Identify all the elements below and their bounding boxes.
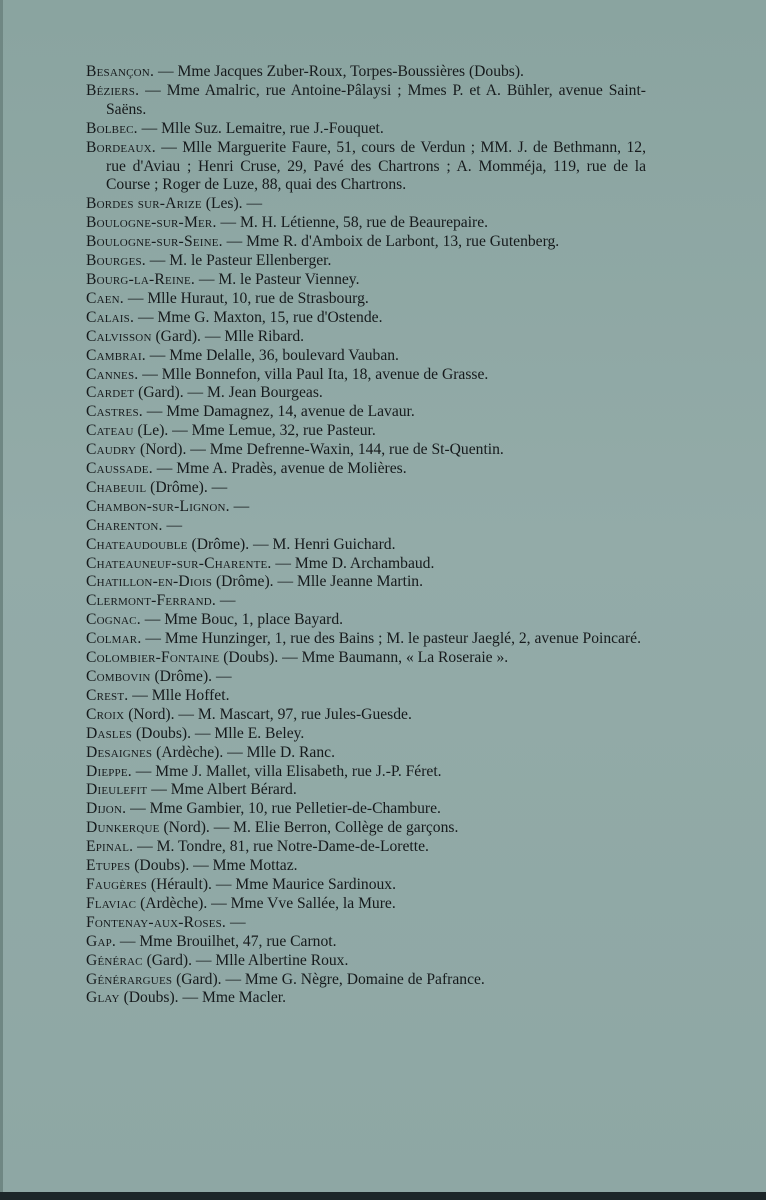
directory-entry [86, 819, 646, 838]
entry-text: (Ardèche). — Mlle D. Ranc. [152, 743, 335, 761]
directory-entry [86, 233, 646, 252]
entry-place: Cambrai. [86, 346, 146, 364]
directory-entry [86, 952, 646, 971]
entry-text: (Nord). — M. Mascart, 97, rue Jules-Guesde. [124, 705, 412, 723]
directory-entry [86, 120, 646, 139]
entry-place: Desaignes [86, 743, 153, 761]
directory-entry [86, 328, 646, 347]
entry-place: Fontenay-aux-Roses. [86, 913, 227, 931]
entry-place: Chateauneuf-sur-Charente. [86, 554, 272, 572]
directory-entry [86, 214, 646, 233]
entry-place: Etupes [86, 857, 131, 875]
entry-text: (Doubs). — Mme Baumann, « La Roseraie ». [219, 649, 509, 667]
entry-text: — Mlle Suz. Lemaitre, rue J.-Fouquet. [137, 119, 384, 137]
entry-place: Flaviac [86, 894, 137, 912]
entry-text: (Drôme). — Mlle Jeanne Martin. [212, 573, 423, 591]
directory-entry [86, 592, 646, 611]
entry-text: (Gard). — M. Jean Bourgeas. [134, 384, 323, 402]
entry-text: — [162, 516, 183, 534]
entry-place: Générargues [86, 970, 173, 988]
directory-entry [86, 611, 646, 630]
entry-text: — Mme Delalle, 36, boulevard Vauban. [145, 346, 399, 364]
entry-text: (Nord). — Mme Defrenne-Waxin, 144, rue de St-Quentin. [136, 441, 504, 459]
entry-text: — Mme Jacques Zuber-Roux, Torpes-Boussières (Doubs). [154, 63, 524, 80]
directory-entry [86, 290, 646, 309]
entry-text: (Nord). — M. Elie Berron, Collège de garçons. [159, 819, 459, 837]
directory-entry [86, 139, 646, 196]
directory-entry [86, 498, 646, 517]
entry-text: (Doubs). — Mme Mottaz. [130, 857, 298, 875]
entry-place: Boulogne-sur-Mer. [86, 214, 217, 232]
entry-text: — Mlle Bonnefon, villa Paul Ita, 18, avenue de Grasse. [138, 365, 489, 383]
directory-entry [86, 687, 646, 706]
entry-place: Calvisson [86, 327, 152, 345]
entry-text: — M. le Pasteur Ellenberger. [145, 252, 332, 270]
directory-entry [86, 252, 646, 271]
entry-text: — M. le Pasteur Vienney. [194, 270, 360, 288]
entry-place: Combovin [86, 668, 151, 685]
entry-text: — Mme G. Maxton, 15, rue d'Ostende. [134, 308, 383, 326]
entry-place: Bordeaux. [86, 138, 156, 156]
entry-text: — M. H. Létienne, 58, rue de Beaurepaire. [216, 214, 489, 232]
entry-place: Cannes. [86, 365, 139, 383]
directory-entry [86, 744, 646, 763]
entry-place: Croix [86, 705, 125, 723]
entry-text: — Mme A. Pradès, avenue de Molières. [152, 460, 407, 478]
entry-text: — Mlle Marguerite Faure, 51, cours de Verdun ; MM. J. de Bethmann, 12, rue d'Aviau ; Henri Cruse, 29, Pavé des Chartrons ; A. Momméja, 119, rue de la Course ; Roger de Luze, 88, quai des Chartrons. [106, 138, 646, 194]
entry-place: Charenton. [86, 516, 163, 534]
directory-entry [86, 989, 646, 1008]
entry-place: Castres. [86, 403, 143, 421]
entry-text: — Mme Gambier, 10, rue Pelletier-de-Chambure. [126, 800, 441, 818]
entry-text: (Doubs). — Mme Macler. [119, 989, 286, 1007]
entry-place: Clermont-Ferrand. [86, 592, 216, 610]
entry-text: (Doubs). — Mlle E. Beley. [132, 724, 305, 742]
entry-place: Chabeuil [86, 478, 147, 496]
entry-place: Béziers. [86, 81, 140, 99]
entry-text: — Mme Albert Bérard. [147, 781, 297, 799]
entry-place: Cardet [86, 384, 135, 402]
entry-place: Chatillon-en-Diois [86, 573, 213, 591]
entry-text: — Mme Brouilhet, 47, rue Carnot. [116, 932, 337, 950]
directory-entry [86, 649, 646, 668]
entry-text: — Mme Hunzinger, 1, rue des Bains ; M. le pasteur Jaeglé, 2, avenue Poincaré. [141, 630, 641, 648]
entry-text: — [229, 497, 250, 515]
entry-text: (Ardèche). — Mme Vve Sallée, la Mure. [136, 894, 396, 912]
entry-place: Cognac. [86, 611, 141, 629]
entry-text: — Mlle Huraut, 10, rue de Strasbourg. [123, 289, 369, 307]
page-left-edge [0, 0, 3, 1200]
entry-text: — Mlle Hoffet. [128, 686, 230, 704]
directory-entry [86, 271, 646, 290]
directory-entry [86, 933, 646, 952]
directory-entry [86, 573, 646, 592]
directory-entry [86, 195, 646, 214]
entry-place: Boulogne-sur-Seine. [86, 233, 223, 251]
directory-entry [86, 706, 646, 725]
entry-place: Bordes sur-Arize [86, 195, 202, 213]
entry-text: (Hérault). — Mme Maurice Sardinoux. [147, 875, 396, 893]
directory-entry [86, 82, 646, 120]
entry-place: Bourg-la-Reine. [86, 270, 195, 288]
directory-entry [86, 460, 646, 479]
entry-text: — Mme R. d'Amboix de Larbont, 13, rue Gutenberg. [222, 233, 560, 251]
entry-place: Calais. [86, 308, 135, 326]
directory-entry [86, 668, 646, 687]
entry-place: Caudry [86, 441, 137, 459]
entry-text: (Les). — [201, 195, 263, 213]
directory-entry [86, 366, 646, 385]
directory-entry [86, 441, 646, 460]
entry-text: (Le). — Mme Lemue, 32, rue Pasteur. [133, 422, 376, 440]
directory-entry [86, 403, 646, 422]
directory-entry [86, 763, 646, 782]
entry-place: Faugères [86, 875, 147, 893]
entry-text: — Mme Amalric, rue Antoine-Pâlaysi ; Mmes P. et A. Bühler, avenue Saint-Saëns. [106, 81, 646, 118]
directory-entry [86, 384, 646, 403]
directory-entry [86, 309, 646, 328]
entry-place: Dasles [86, 724, 133, 742]
entry-place: Cateau [86, 422, 134, 440]
entry-place: Dunkerque [86, 819, 160, 837]
entry-place: Dieulefit [86, 781, 148, 799]
directory-entry [86, 971, 646, 990]
directory-entry [86, 781, 646, 800]
directory-entry [86, 725, 646, 744]
entry-place: Bolbec. [86, 119, 138, 137]
entry-text: (Gard). — Mme G. Nègre, Domaine de Pafrance. [172, 970, 485, 988]
entry-place: Générac [86, 951, 143, 969]
entry-place: Bourges. [86, 252, 146, 270]
entry-text: — Mme Damagnez, 14, avenue de Lavaur. [142, 403, 415, 421]
directory-entry [86, 422, 646, 441]
directory-entry [86, 479, 646, 498]
directory-list [86, 63, 646, 1008]
directory-entry [86, 895, 646, 914]
entry-text: (Gard). — Mlle Albertine Roux. [142, 951, 349, 969]
directory-entry [86, 914, 646, 933]
entry-place: Chambon-sur-Lignon. [86, 497, 230, 515]
entry-place: Colombier-Fontaine [86, 649, 220, 667]
entry-text: — [226, 913, 246, 931]
entry-place: Dijon. [86, 800, 127, 818]
entry-text: — Mme D. Archambaud. [271, 554, 435, 572]
entry-place: Dieppe. [86, 762, 132, 780]
entry-place: Caussade. [86, 460, 153, 478]
entry-text: (Gard). — Mlle Ribard. [151, 327, 305, 345]
entry-place: Gap. [86, 932, 117, 950]
entry-text: (Drôme). — [150, 668, 232, 685]
entry-text: — [215, 592, 236, 610]
directory-entry [86, 63, 646, 82]
entry-place: Colmar. [86, 630, 142, 648]
directory-entry [86, 857, 646, 876]
directory-entry [86, 876, 646, 895]
directory-entry [86, 555, 646, 574]
entry-place: Crest. [86, 686, 129, 704]
directory-entry [86, 347, 646, 366]
entry-text: (Drôme). — [146, 478, 228, 496]
directory-entry [86, 630, 646, 649]
directory-entry [86, 517, 646, 536]
entry-place: Epinal. [86, 838, 134, 856]
entry-text: — M. Tondre, 81, rue Notre-Dame-de-Lorette. [133, 838, 429, 856]
entry-place: Chateaudouble [86, 535, 188, 553]
page-bottom-edge [0, 1192, 766, 1200]
directory-entry [86, 800, 646, 819]
directory-entry [86, 838, 646, 857]
directory-entry [86, 536, 646, 555]
entry-place: Glay [86, 989, 120, 1007]
entry-text: — Mme Bouc, 1, place Bayard. [140, 611, 344, 629]
entry-place: Besançon. [86, 63, 155, 80]
entry-place: Caen. [86, 289, 124, 307]
entry-text: — Mme J. Mallet, villa Elisabeth, rue J.-P. Féret. [131, 762, 442, 780]
entry-text: (Drôme). — M. Henri Guichard. [187, 535, 396, 553]
